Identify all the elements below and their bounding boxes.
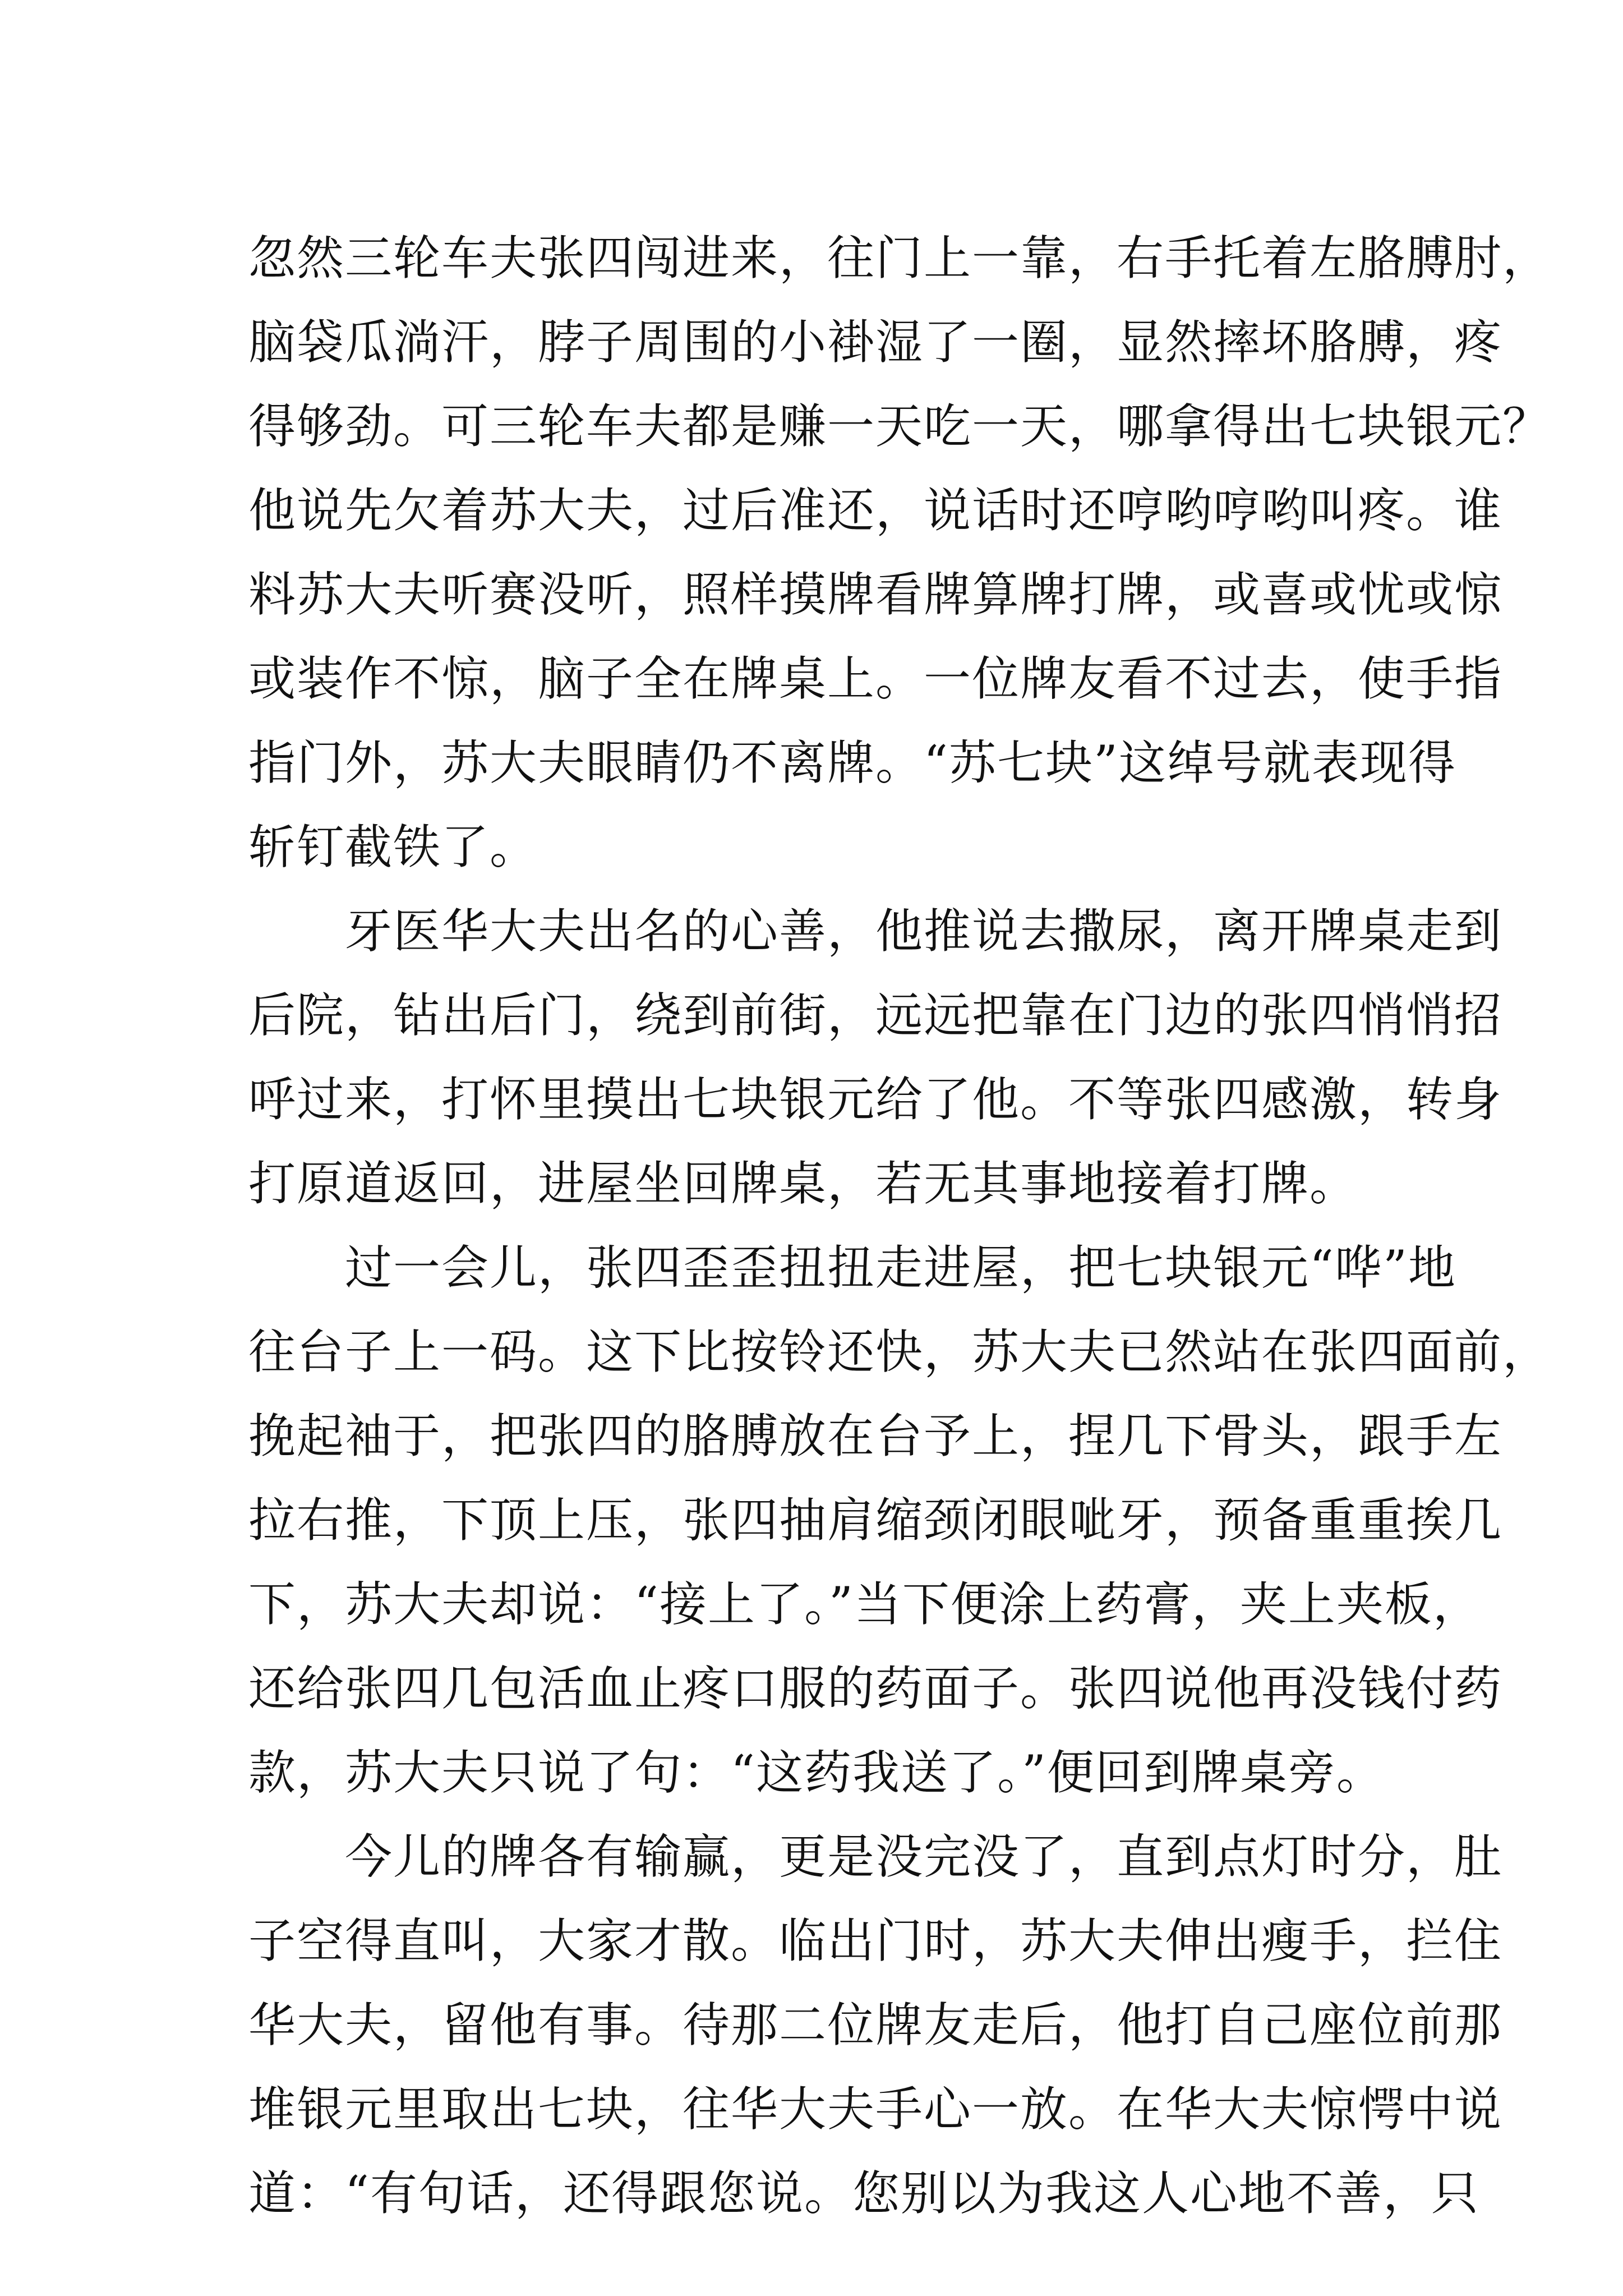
paragraph-3-line-1: 过一会儿，张四歪歪扭扭走进屋，把七块银元“哗”地 [345, 1240, 1456, 1295]
paragraph-1-line-1: 忽然三轮车夫张四闯进来，往门上一靠，右手托着左胳膊肘， [248, 231, 1551, 286]
paragraph-4-line-3: 华大夫，留他有事。待那二位牌友走后，他打自己座位前那 [248, 1998, 1503, 2053]
paragraph-1-line-2: 脑袋瓜淌汗，脖子周围的小褂湿了一圈，显然摔坏胳膊，疼 [248, 315, 1503, 370]
paragraph-1-line-7: 指门外，苏大夫眼睛仍不离牌。“苏七块”这绰号就表现得 [248, 735, 1456, 790]
paragraph-1-line-4: 他说先欠着苏大夫，过后准还，说话时还哼哟哼哟叫疼。谁 [248, 483, 1503, 538]
paragraph-4-line-2: 子空得直叫，大家才散。临出门时，苏大夫伸出瘦手，拦住 [248, 1913, 1503, 1968]
paragraph-1-line-8: 斩钉截铁了。 [248, 820, 538, 875]
paragraph-3-line-2: 往台子上一码。这下比按铃还快，苏大夫已然站在张四面前， [248, 1324, 1551, 1379]
paragraph-2-line-2: 后院，钻出后门，绕到前街，远远把靠在门边的张四悄悄招 [248, 988, 1503, 1043]
paragraph-3-line-5: 下，苏大夫却说：“接上了。”当下便涂上药膏，夹上夹板， [248, 1577, 1481, 1632]
paragraph-4-line-4: 堆银元里取出七块，往华大夫手心一放。在华大夫惊愕中说 [248, 2082, 1503, 2137]
paragraph-1-line-5: 料苏大夫听赛没听，照样摸牌看牌算牌打牌，或喜或忧或惊 [248, 567, 1503, 622]
paragraph-1-line-3: 得够劲。可三轮车夫都是赚一天吃一天，哪拿得出七块银元？ [248, 399, 1551, 454]
paragraph-4-line-1: 今儿的牌各有输赢，更是没完没了，直到点灯时分，肚 [345, 1829, 1503, 1884]
paragraph-2-line-3: 呼过来，打怀里摸出七块银元给了他。不等张四感激，转身 [248, 1072, 1503, 1127]
paragraph-3-line-4: 拉右推，下顶上压，张四抽肩缩颈闭眼呲牙，预备重重挨几 [248, 1493, 1503, 1548]
paragraph-3-line-3: 挽起袖于，把张四的胳膊放在台予上，捏几下骨头，跟手左 [248, 1409, 1503, 1464]
paragraph-4-line-5: 道：“有句话，还得跟您说。您别以为我这人心地不善，只 [248, 2166, 1479, 2221]
paragraph-1-line-6: 或装作不惊，脑子全在牌桌上。一位牌友看不过去，使手指 [248, 651, 1503, 706]
paragraph-3-line-7: 款，苏大夫只说了句：“这药我送了。”便回到牌桌旁。 [248, 1745, 1385, 1800]
paragraph-2-line-4: 打原道返回，进屋坐回牌桌，若无其事地接着打牌。 [248, 1156, 1358, 1211]
paragraph-3-line-6: 还给张四几包活血止疼口服的药面子。张四说他再没钱付药 [248, 1661, 1503, 1716]
paragraph-2-line-1: 牙医华大夫出名的心善，他推说去撒尿，离开牌桌走到 [345, 904, 1503, 959]
